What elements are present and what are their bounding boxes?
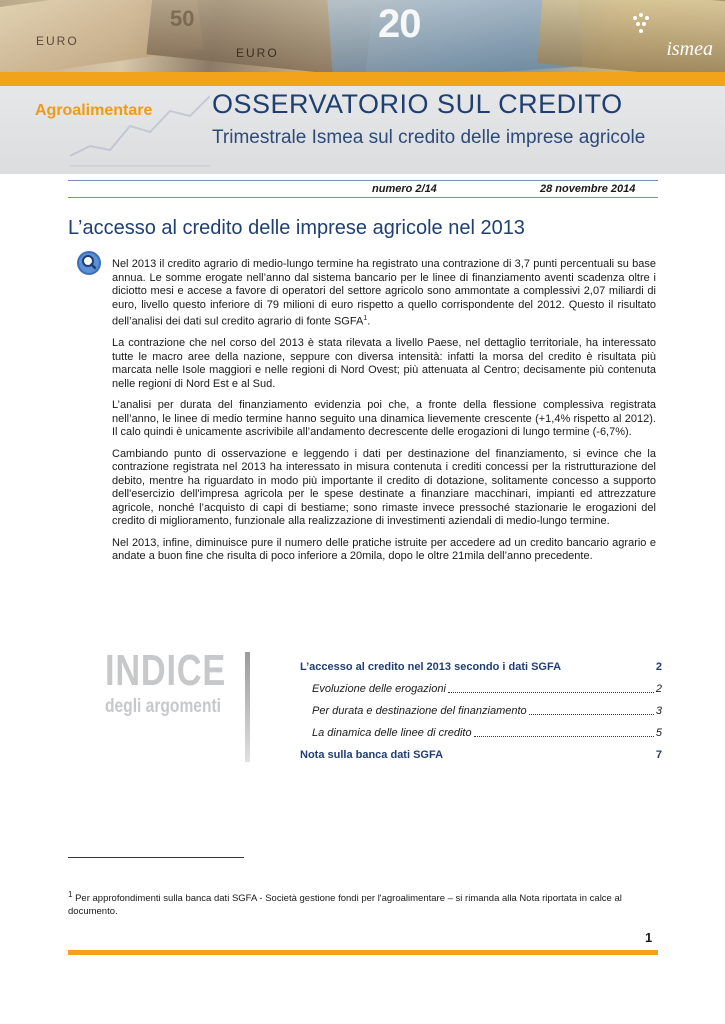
toc-leader: [529, 705, 654, 715]
banknote-euro-text: EURO: [36, 34, 79, 48]
toc-entry-page: 7: [655, 749, 662, 761]
issue-date: 28 novembre 2014: [540, 183, 636, 195]
background-chart-decoration: [70, 86, 210, 174]
orange-accent-bar: [0, 72, 725, 86]
toc-entry-title: La dinamica delle linee di credito: [312, 727, 472, 739]
article-paragraph: L’analisi per durata del finanziamento evidenzia poi che, a fronte della flessione complessiva registrata nell’anno, le linee di medio termine hanno seguito una dinamica lievemente crescente (+1,4% rispetto al 2012). Il calo quindi è unicamente ascrivibile all’andamento decrescente delle erogazioni di lungo termine (-6,7%).: [112, 399, 656, 439]
footnote-marker: 1: [68, 890, 73, 899]
toc-leader: [445, 749, 654, 758]
logo-text: ismea: [666, 38, 713, 60]
article-paragraph: Nel 2013, infine, diminuisce pure il numero delle pratiche istruite per accedere ad un credito bancario agrario e andate a buon fine che risulta di poco inferiore a 20mila, dopo le oltre 21mila dell’anno precedente.: [112, 536, 656, 563]
page-title: OSSERVATORIO SUL CREDITO: [212, 89, 623, 119]
banknote-figure: 50: [170, 6, 195, 31]
toc-entry[interactable]: [300, 683, 662, 705]
logo-mark-icon: [631, 12, 653, 36]
table-of-contents: [300, 661, 662, 771]
footnote-reference[interactable]: 1: [363, 315, 368, 322]
index-divider: [245, 652, 250, 762]
banknote-euro-text: EURO: [236, 46, 279, 60]
index-heading: INDICE: [105, 646, 226, 695]
toc-entry[interactable]: [300, 749, 662, 771]
article-title: L’accesso al credito delle imprese agricole nel 2013: [68, 217, 525, 239]
toc-entry[interactable]: [300, 727, 662, 749]
footnote-rule: [68, 857, 244, 858]
page-subtitle: Trimestrale Ismea sul credito delle imprese agricole: [212, 127, 646, 148]
toc-entry[interactable]: [300, 705, 662, 727]
toc-entry-title: Per durata e destinazione del finanziamento: [312, 705, 527, 717]
toc-leader: [474, 727, 654, 737]
article-body: [112, 258, 656, 572]
footer-accent-bar: [68, 950, 658, 955]
toc-entry[interactable]: [300, 661, 662, 683]
toc-entry-page: 3: [655, 705, 662, 717]
toc-leader: [448, 683, 654, 693]
toc-leader: [563, 661, 654, 670]
issue-number: numero 2/14: [372, 183, 437, 195]
section-label: Agroalimentare: [35, 102, 153, 119]
toc-entry-page: 2: [655, 683, 662, 695]
banknote-value: 20: [378, 2, 421, 46]
article-paragraph: La contrazione che nel corso del 2013 è stata rilevata a livello Paese, nel dettaglio territoriale, ha interessato tutte le macro aree della nazione, seppure con diversa intensità: infatti la morsa del credito è risultata più marcata nelle Isole maggiori e nelle regioni di Nord Ovest; più attenuata al Centro; decisamente più contenuta nelle regioni di Nord Est e al Sud.: [112, 337, 656, 390]
article-paragraph: [112, 258, 656, 329]
index-subheading: degli argomenti: [105, 696, 222, 717]
footnote-text: Per approfondimenti sulla banca dati SGFA - Società gestione fondi per l'agroalimentare – si rimanda alla Nota riportata in calce al documento.: [68, 893, 622, 918]
toc-entry-title: Evoluzione delle erogazioni: [312, 683, 446, 695]
toc-entry-title: Nota sulla banca dati SGFA: [300, 749, 444, 761]
toc-entry-page: 5: [655, 727, 662, 739]
header-banner-image: [0, 0, 725, 72]
toc-entry-title: L’accesso al credito nel 2013 secondo i dati SGFA: [300, 661, 562, 673]
paragraph-text: Nel 2013 il credito agrario di medio-lungo termine ha registrato una contrazione di 3,7 punti percentuali su base annua. Le somme erogate nell’anno dal sistema bancario per le linee di finanziamento aventi scadenza oltre i diciotto mesi e accese a favore di operatori del settore agricolo sono ammontate a complessivi 2,07 miliardi di euro, livello questo inferiore di 79 milioni di euro rispetto a quello corrispondente del 2012. Questo il risultato dell’analisi dei dati sul credito agrario di fonte SGFA: [112, 258, 656, 328]
page-number: 1: [645, 930, 653, 945]
magnifier-icon: [76, 250, 102, 276]
index-heading-graphic: [105, 648, 255, 758]
toc-entry-page: 2: [655, 661, 662, 673]
footnote: [68, 888, 660, 918]
paragraph-text: .: [367, 315, 371, 328]
article-paragraph: Cambiando punto di osservazione e leggendo i dati per destinazione del finanziamento, si evince che la contrazione registrata nel 2013 ha interessato in misura contenuta i crediti concessi per la ristrutturazione del debito, mentre ha riguardato in modo più importante il credito di dotazione, solitamente concesso a supporto dell'esercizio dell'impresa agricola per le spese destinate a finanziare macchinari, impianti ed attrezzature agricole, nonché l’acquisto di capi di bestiame; sono rimaste invece pressoché stazionarie le erogazioni del credito di miglioramento, funzionale alla realizzazione di investimenti aziendali di medio-lungo termine.: [112, 447, 656, 528]
ismea-logo: [633, 8, 713, 64]
